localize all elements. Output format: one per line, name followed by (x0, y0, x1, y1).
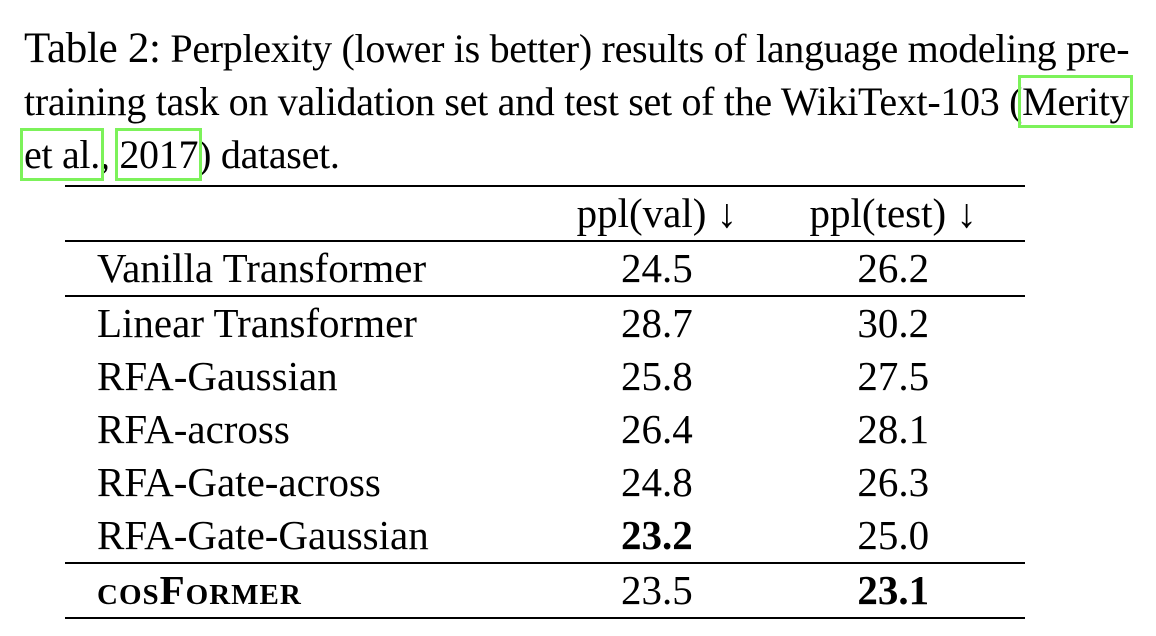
ppl-test: 26.2 (761, 241, 1025, 296)
ppl-test: 28.1 (857, 406, 930, 452)
table-row (65, 296, 1025, 350)
table-row (65, 456, 1025, 509)
ppl-test: 30.2 (761, 296, 1025, 350)
caption-text-1: Perplexity (lower is better) results of language modeling pre-training task on validation set and test set of the WikiText-103 ( (24, 26, 1130, 124)
ppl-val-best: 23.2 (620, 512, 693, 558)
table-row-cosformer (65, 563, 1025, 618)
ppl-test: 26.3 (857, 459, 930, 505)
citation-year-link[interactable]: 2017 (119, 132, 199, 177)
ppl-val: 25.8 (620, 353, 693, 399)
ppl-test-best: 23.1 (761, 563, 1025, 618)
ppl-val: 23.5 (552, 563, 761, 618)
results-table (65, 185, 1025, 619)
ppl-test: 27.5 (857, 353, 930, 399)
ppl-val: 24.8 (620, 459, 693, 505)
citation-separator: , (99, 132, 120, 177)
citation-author-link[interactable]: Merity et al. (24, 79, 1130, 177)
model-name: RFA-Gate-across (97, 459, 381, 505)
model-name: Linear Transformer (65, 296, 552, 350)
table-row-baseline (65, 241, 1025, 296)
table-row (65, 350, 1025, 403)
header-row (65, 186, 1025, 241)
table-row (65, 509, 1025, 563)
ppl-val: 28.7 (552, 296, 761, 350)
model-name: RFA-across (97, 406, 290, 452)
header-ppl-val: ppl(val) ↓ (552, 186, 761, 241)
caption-text-2: ) dataset. (198, 132, 340, 177)
model-name: RFA-Gaussian (97, 353, 338, 399)
ppl-val: 26.4 (620, 406, 693, 452)
caption-label: Table 2: (24, 25, 161, 72)
model-name-cosformer: cosFormer (65, 563, 552, 618)
header-ppl-test: ppl(test) ↓ (761, 186, 1025, 241)
model-name: Vanilla Transformer (65, 241, 552, 296)
model-name: RFA-Gate-Gaussian (97, 512, 429, 558)
header-model (65, 186, 552, 241)
ppl-val: 24.5 (552, 241, 761, 296)
table-caption (24, 22, 1144, 181)
table-row (65, 403, 1025, 456)
ppl-test: 25.0 (857, 512, 930, 558)
